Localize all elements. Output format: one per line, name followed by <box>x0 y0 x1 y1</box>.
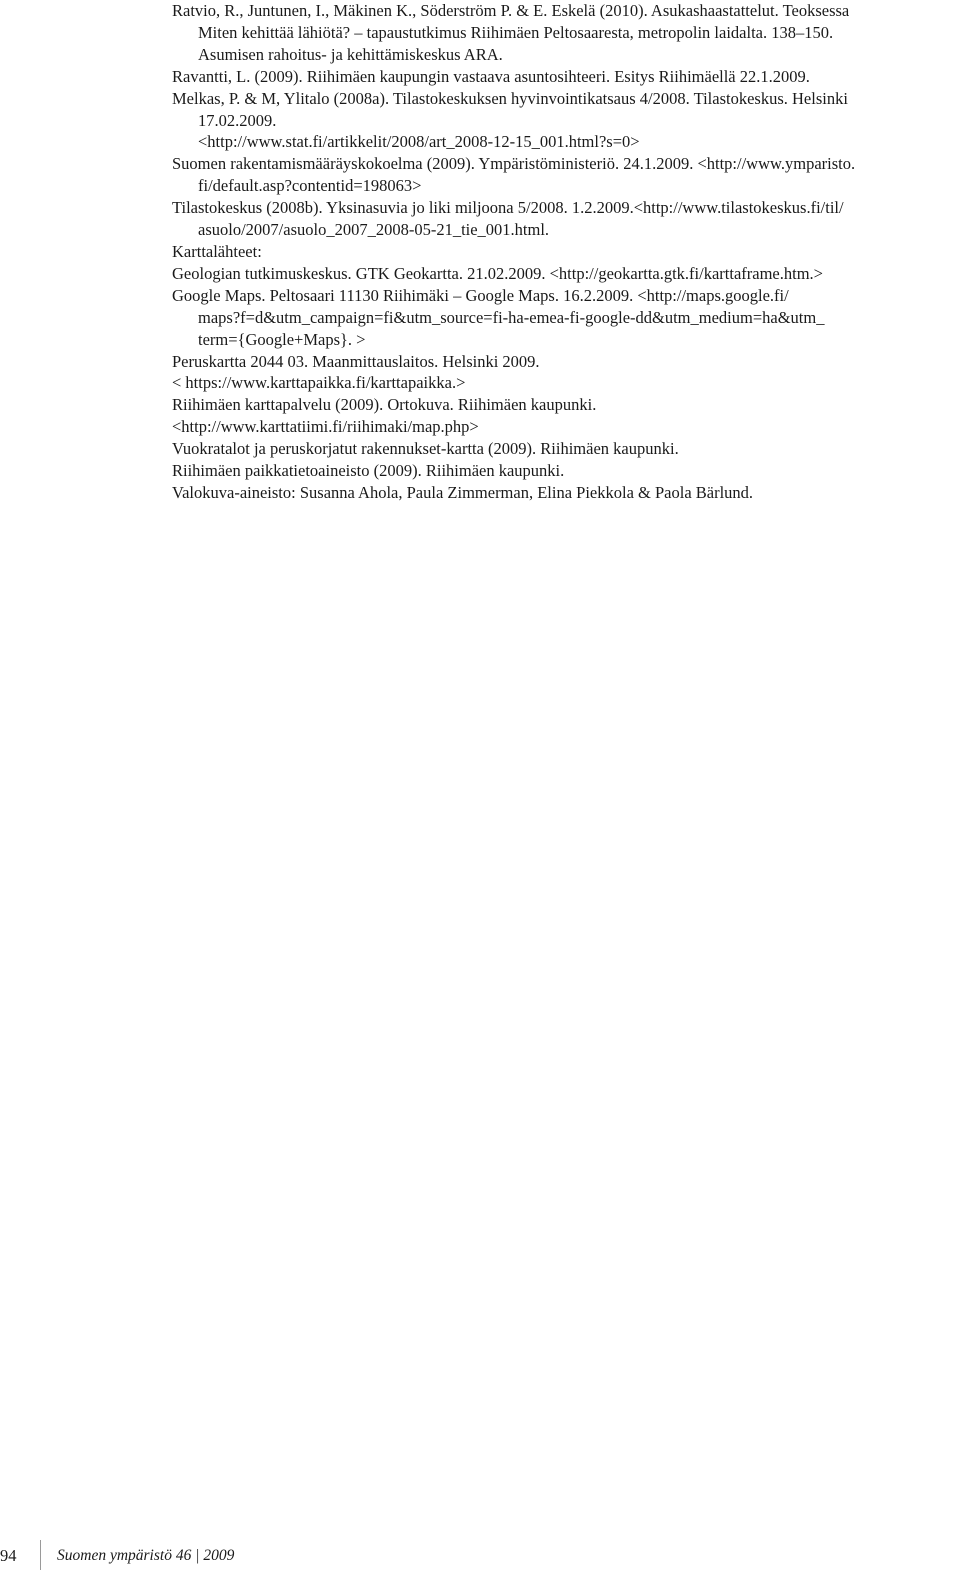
reference-line: Riihimäen paikkatietoaineisto (2009). Riihimäen kaupunki. <box>172 461 565 481</box>
reference-line: Google Maps. Peltosaari 11130 Riihimäki – Google Maps. 16.2.2009. <http://maps.google.fi/ <box>172 285 789 305</box>
reference-line: Riihimäen karttapalvelu (2009). Ortokuva. Riihimäen kaupunki. <box>172 395 597 415</box>
reference-list <box>172 0 952 504</box>
reference-line: maps?f=d&utm_campaign=fi&utm_source=fi-ha-emea-fi-google-dd&utm_medium=ha&utm_ <box>198 307 825 327</box>
reference-line: < https://www.karttapaikka.fi/karttapaikka.> <box>172 373 466 393</box>
reference-line: Miten kehittää lähiötä? – tapaustutkimus Riihimäen Peltosaaresta, metropolin laidalta. 138–150. <box>198 22 834 42</box>
page-footer <box>0 1546 960 1566</box>
journal-title: Suomen ympäristö 46 | 2009 <box>57 1547 235 1564</box>
reference-line: Suomen rakentamismääräyskokoelma (2009). Ympäristöministeriö. 24.1.2009. <http://www.ymparisto. <box>172 154 856 174</box>
reference-line: Ravantti, L. (2009). Riihimäen kaupungin vastaava asuntosihteeri. Esitys Riihimäellä 22.1.2009. <box>172 66 810 86</box>
reference-line: Tilastokeskus (2008b). Yksinasuvia jo liki miljoona 5/2008. 1.2.2009.<http://www.tilastokeskus.fi/til/ <box>172 198 844 218</box>
reference-line: Vuokratalot ja peruskorjatut rakennukset-kartta (2009). Riihimäen kaupunki. <box>172 439 679 459</box>
reference-line: Geologian tutkimuskeskus. GTK Geokartta. 21.02.2009. <http://geokartta.gtk.fi/karttaframe.htm.> <box>172 263 823 283</box>
reference-line: <http://www.karttatiimi.fi/riihimaki/map.php> <box>172 417 479 437</box>
reference-line: Asumisen rahoitus- ja kehittämiskeskus ARA. <box>198 44 503 64</box>
reference-line: fi/default.asp?contentid=198063> <box>198 176 422 196</box>
reference-line: Melkas, P. & M, Ylitalo (2008a). Tilastokeskuksen hyvinvointikatsaus 4/2008. Tilastokeskus. Helsinki <box>172 88 848 108</box>
page-number: 94 <box>0 1546 17 1565</box>
reference-line: Peruskartta 2044 03. Maanmittauslaitos. Helsinki 2009. <box>172 351 540 371</box>
reference-line: asuolo/2007/asuolo_2007_2008-05-21_tie_001.html. <box>198 220 550 240</box>
reference-line: Valokuva-aineisto: Susanna Ahola, Paula Zimmerman, Elina Piekkola & Paola Bärlund. <box>172 482 754 502</box>
section-heading: Karttalähteet: <box>172 241 262 261</box>
reference-line: 17.02.2009. <box>198 110 277 130</box>
reference-line: <http://www.stat.fi/artikkelit/2008/art_2008-12-15_001.html?s=0> <box>198 132 640 152</box>
reference-line: Ratvio, R., Juntunen, I., Mäkinen K., Söderström P. & E. Eskelä (2010). Asukashaastattelut. Teoksessa <box>172 1 850 20</box>
reference-line: term={Google+Maps}. > <box>198 329 366 349</box>
